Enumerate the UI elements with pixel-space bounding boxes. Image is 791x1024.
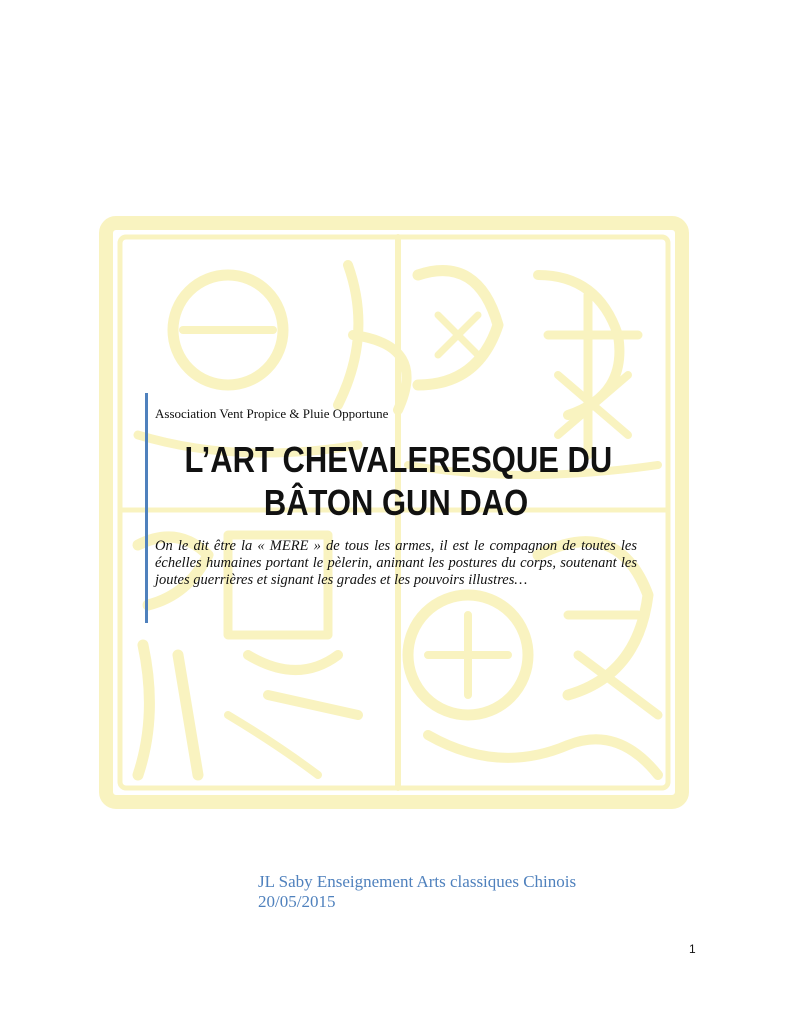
- page-number: 1: [689, 942, 696, 956]
- accent-vertical-bar: [145, 393, 148, 623]
- document-abstract: On le dit être la « MERE » de tous les armes, il est le compagnon de toutes les échelles humaines portant le pèlerin, animant les postures du corps, soutenant les joutes guerrières et signant les grades et les pouvoirs illustres…: [155, 538, 637, 588]
- author-line: JL Saby Enseignement Arts classiques Chinois: [258, 872, 577, 891]
- title-line-2: BÂTON GUN DAO: [263, 482, 529, 523]
- document-title: [184, 438, 613, 524]
- document-date: 20/05/2015: [258, 892, 336, 911]
- title-line-1: L’ART CHEVALERESQUE DU: [184, 439, 613, 480]
- author-block: [258, 872, 576, 912]
- organization-name: Association Vent Propice & Pluie Opportune: [155, 406, 389, 421]
